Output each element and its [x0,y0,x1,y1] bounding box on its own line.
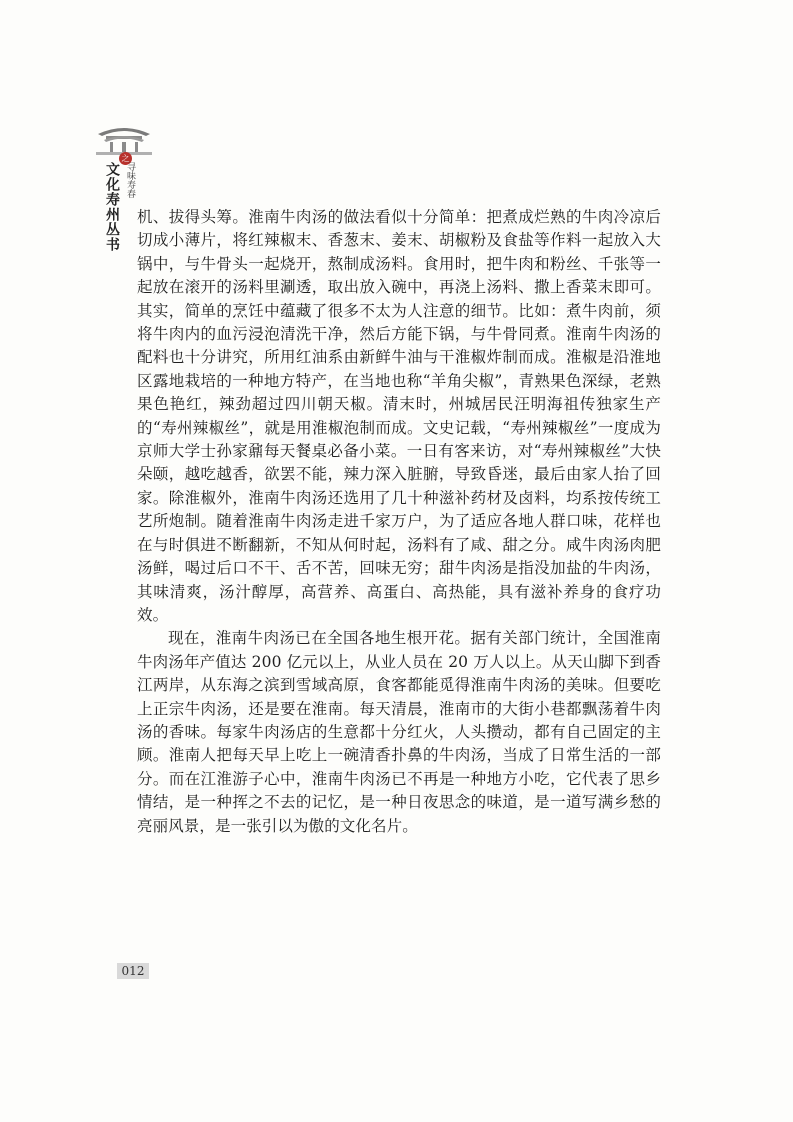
series-subtitle: 寻味寿春 [125,162,135,198]
page-number: 012 [117,963,149,979]
series-title: 文化寿州丛书 [104,162,120,252]
paragraph: 机、拔得头筹。淮南牛肉汤的做法看似十分简单：把煮成烂熟的牛肉冷凉后切成小薄片，将红辣椒末、香葱末、姜末、胡椒粉及食盐等作料一起放入大锅中，与牛骨头一起烧开，熬制成汤料。食用时，把牛肉和粉丝、千张等一起放在滚开的汤料里涮透，取出放入碗中，再浇上汤料、撒上香菜末即可。其实，简单的烹饪中蕴藏了很多不太为人注意的细节。比如：煮牛肉前，须将牛肉内的血污浸泡清洗干净，然后方能下锅，与牛骨同煮。淮南牛肉汤的配料也十分讲究，所用红油系由新鲜牛油与干淮椒炸制而成。淮椒是沿淮地区露地栽培的一种地方特产，在当地也称“羊角尖椒”，青熟果色深绿，老熟果色艳红，辣劲超过四川朝天椒。清末时，州城居民汪明海祖传独家生产的“寿州辣椒丝”，就是用淮椒泡制而成。文史记载，“寿州辣椒丝”一度成为京师大学士孙家鼐每天餐桌必备小菜。一日有客来访，对“寿州辣椒丝”大快朵颐，越吃越香，欲罢不能，辣力深入脏腑，导致昏迷，最后由家人抬了回家。除淮椒外，淮南牛肉汤还选用了几十种滋补药材及卤料，均系按传统工艺所炮制。随着淮南牛肉汤走进千家万户，为了适应各地人群口味，花样也在与时俱进不断翻新，不知从何时起，汤料有了咸、甜之分。咸牛肉汤肉肥汤鲜，喝过后口不干、舌不苦，回味无穷；甜牛肉汤是指没加盐的牛肉汤，其味清爽，汤汁醇厚，高营养、高蛋白、高热能，具有滋补养身的食疗功效。 [137,208,661,624]
paragraph: 现在，淮南牛肉汤已在全国各地生根开花。据有关部门统计，全国淮南牛肉汤年产值达 200 亿元以上，从业人员在 20 万人以上。从天山脚下到香江两岸，从东海之滨到雪域高原，食客都能觅得淮南牛肉汤的美味。但要吃上正宗牛肉汤，还是要在淮南。每天清晨，淮南市的大街小巷都飘荡着牛肉汤的香味。每家牛肉汤店的生意都十分红火，人头攒动，都有自己固定的主顾。淮南人把每天早上吃上一碗清香扑鼻的牛肉汤，当成了日常生活的一部分。而在江淮游子心中，淮南牛肉汤已不再是一种地方小吃，它代表了思乡情结，是一种挥之不去的记忆，是一种日夜思念的味道，是一道写满乡愁的亮丽风景，是一张引以为傲的文化名片。 [137,629,661,835]
pavilion-ornament-icon [96,120,152,156]
body-text [137,206,661,838]
series-badge-text: 之 [121,154,130,163]
